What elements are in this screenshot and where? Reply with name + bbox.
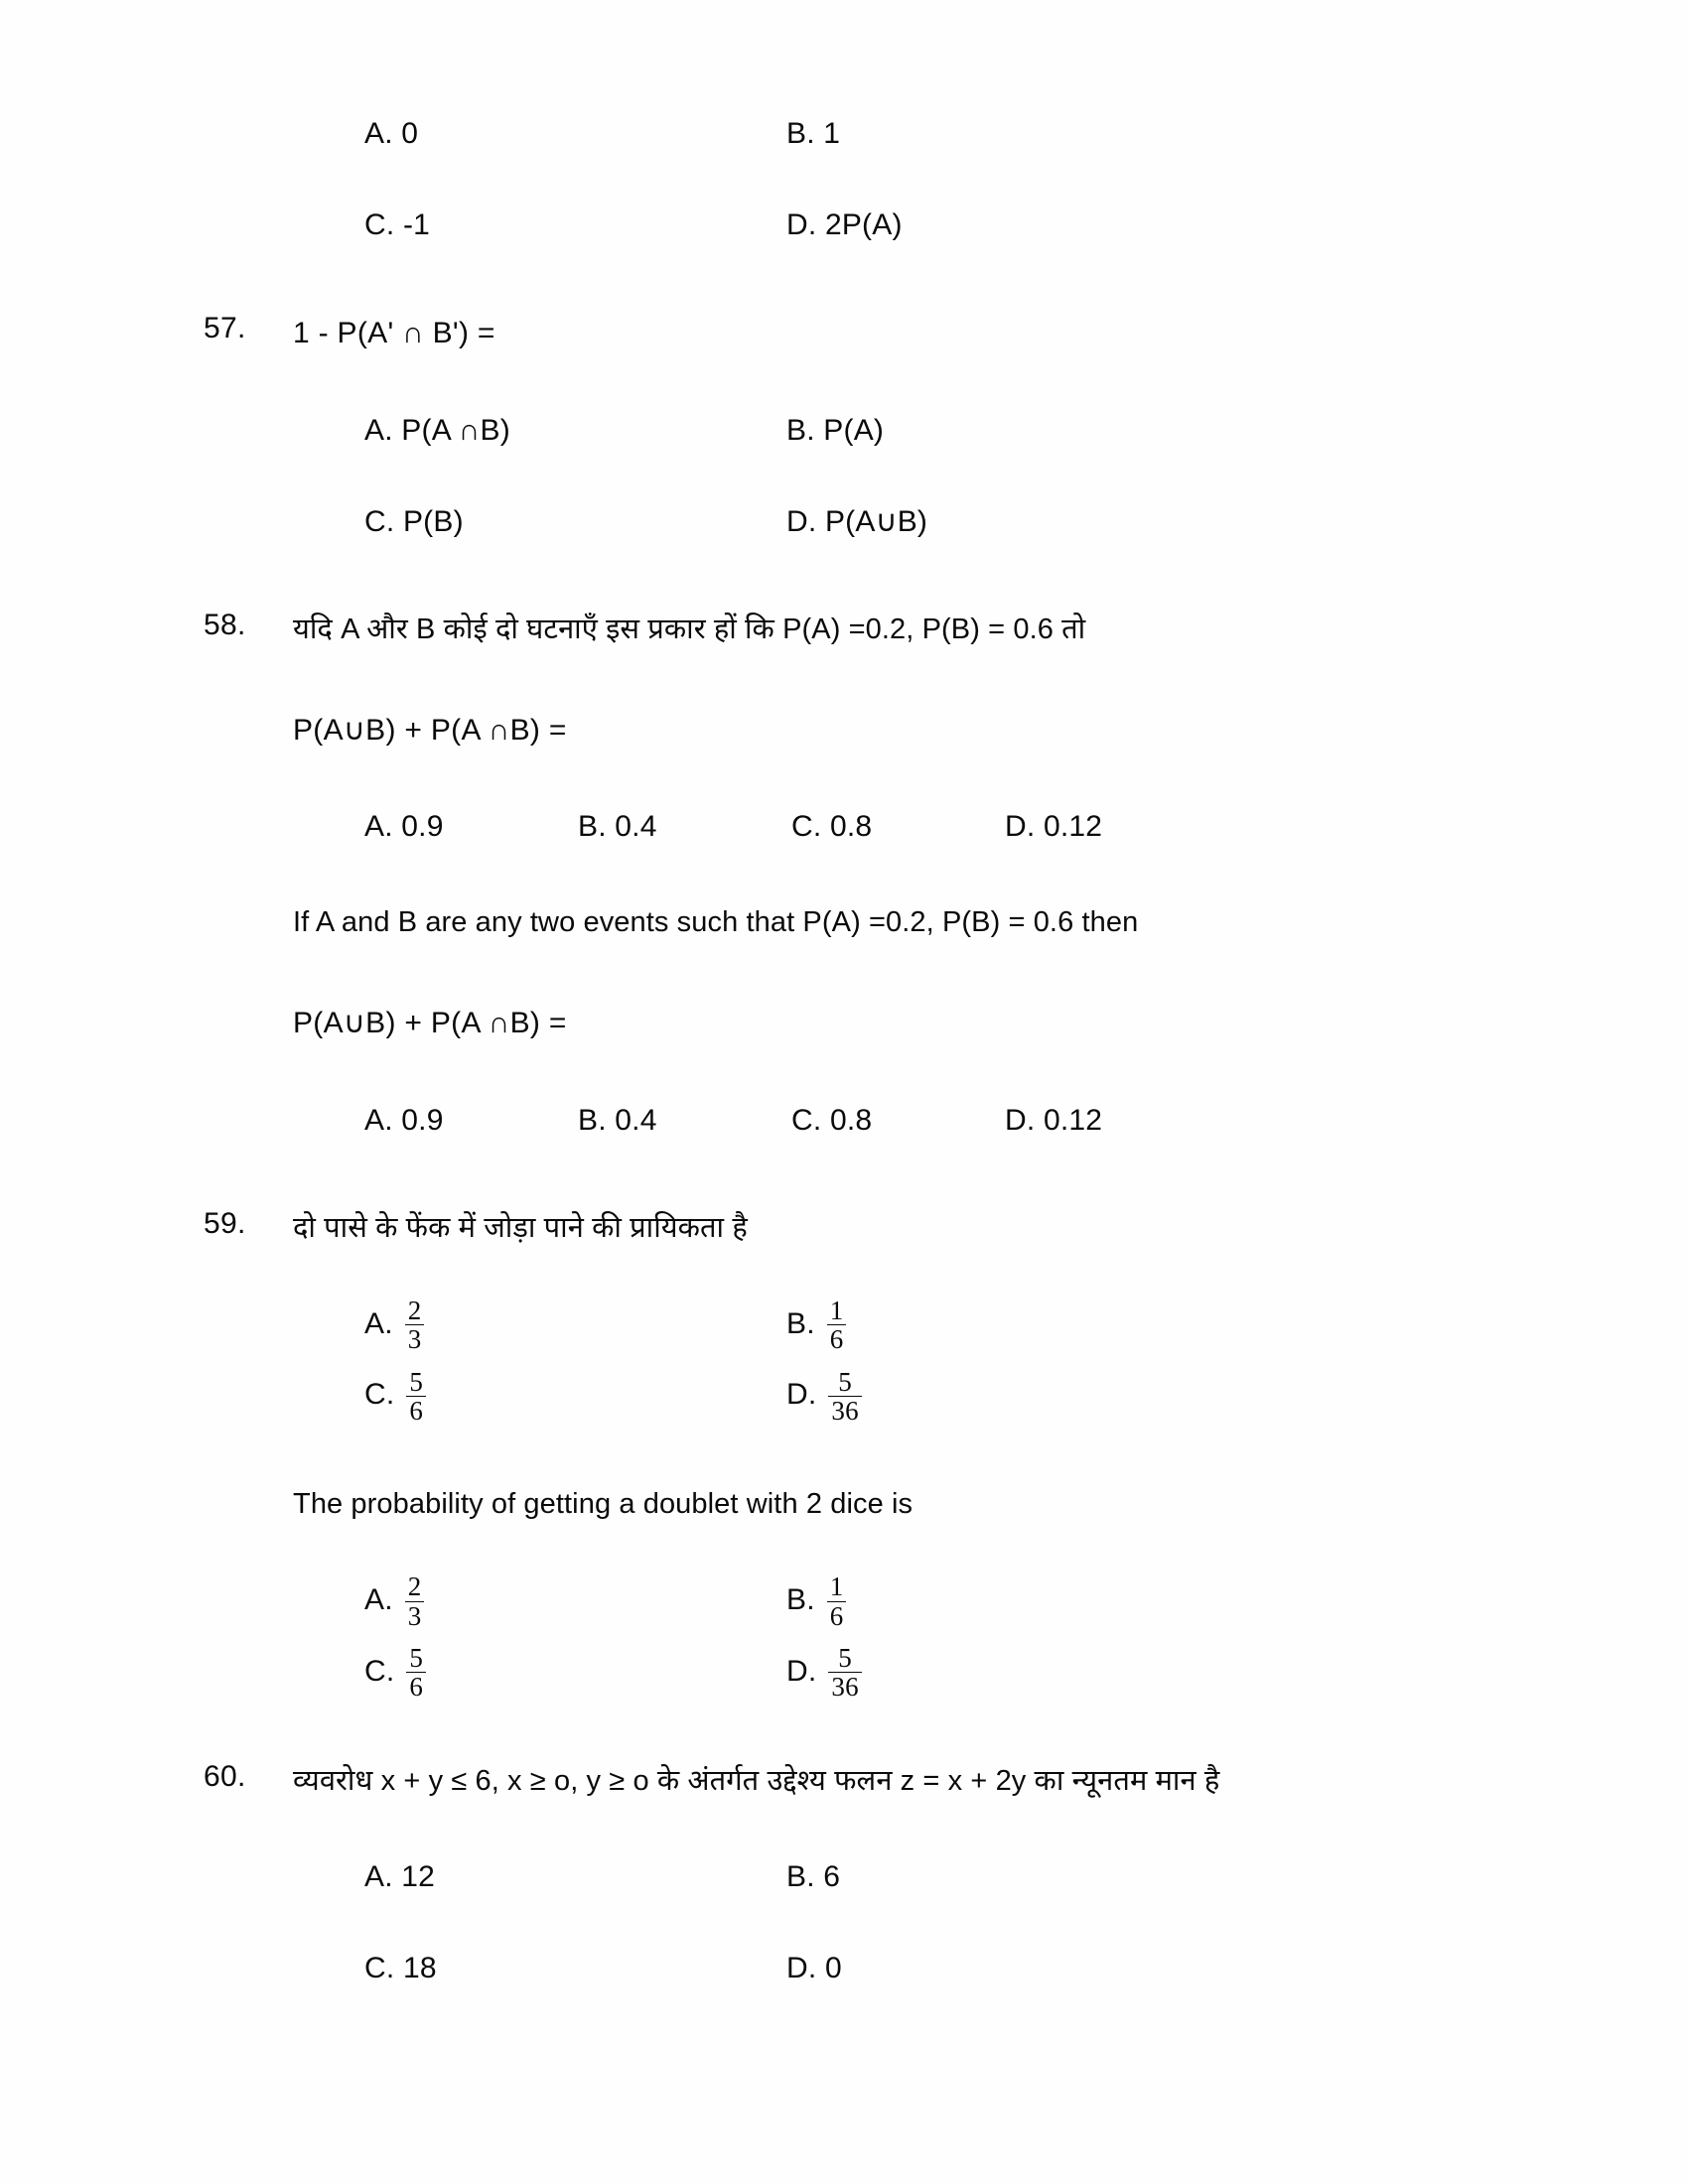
option-c[interactable] — [364, 504, 786, 538]
option-d-value: P(A∪B) — [824, 504, 928, 538]
spacer — [204, 1701, 1484, 1762]
option-d[interactable] — [1005, 812, 1102, 842]
spacer — [204, 1248, 1484, 1296]
question-58-stem-english-line1-row — [204, 903, 1484, 942]
option-c-label: C. — [364, 1951, 395, 1984]
question-60-stem-hindi: व्यवरोध x + y ≤ 6, x ≥ o, y ≥ o के अंतर्गत उद्देश्य फलन z = x + 2y का न्यूनतम मान है — [293, 1764, 1220, 1797]
spacer — [204, 1424, 1484, 1485]
option-b-label: B. — [578, 1103, 607, 1137]
option-b[interactable] — [786, 1296, 846, 1353]
option-c-value: -1 — [402, 208, 431, 241]
option-c[interactable] — [364, 1367, 786, 1425]
option-c-value: 18 — [402, 1951, 437, 1984]
option-b[interactable] — [786, 1571, 846, 1629]
option-row — [364, 210, 1484, 240]
option-a-label: A. — [364, 810, 393, 844]
option-b-label: B. — [786, 1583, 815, 1617]
option-d-label: D. — [786, 504, 817, 538]
option-c-value: 0.8 — [829, 1103, 873, 1137]
spacer — [204, 751, 1484, 812]
option-a[interactable] — [364, 1859, 786, 1893]
denominator: 3 — [405, 1324, 425, 1353]
option-d[interactable] — [786, 210, 903, 240]
spacer — [204, 1892, 1484, 1954]
option-d-label: D. — [1005, 1103, 1036, 1137]
question-59-number: 59. — [204, 1206, 246, 1240]
option-row — [364, 812, 1484, 842]
option-d-value: 0.12 — [1043, 1103, 1103, 1137]
option-a-label: A. — [364, 1583, 393, 1617]
option-a-label: A. — [364, 1103, 393, 1137]
option-a-value: 0.9 — [401, 1103, 444, 1137]
option-row — [364, 1643, 1484, 1701]
option-d[interactable] — [786, 1643, 862, 1701]
option-d[interactable] — [786, 1367, 862, 1425]
question-59-stem-english-row — [204, 1485, 1484, 1524]
option-c-label: C. — [364, 1378, 395, 1412]
spacer — [204, 149, 1484, 210]
option-a[interactable] — [364, 812, 578, 842]
question-60-options-cd-row — [204, 1951, 1484, 1984]
option-d[interactable] — [786, 504, 928, 538]
numerator: 5 — [409, 1643, 424, 1674]
question-57 — [204, 314, 1484, 354]
denominator: 6 — [827, 1324, 847, 1353]
question-58-stem-english-line2-row — [204, 1004, 1484, 1044]
question-58-stem-hindi-line2: P(A∪B) + P(A ∩B) = — [293, 713, 567, 747]
option-d[interactable] — [1005, 1103, 1103, 1137]
option-d-label: D. — [786, 1378, 817, 1412]
option-a[interactable] — [364, 119, 786, 149]
numerator: 5 — [838, 1366, 852, 1397]
question-59-options-english-ab-row — [204, 1571, 1484, 1643]
question-58 — [204, 608, 1484, 649]
option-a-label: A. — [364, 1306, 393, 1340]
spacer — [204, 240, 1484, 314]
spacer — [204, 942, 1484, 1004]
option-b[interactable] — [578, 812, 791, 842]
option-a[interactable] — [364, 413, 786, 447]
option-row — [364, 504, 1484, 538]
option-a-value: P(A ∩B) — [401, 413, 510, 447]
question-60-number: 60. — [204, 1759, 246, 1793]
option-b-value: 0.4 — [615, 1103, 657, 1137]
question-59-options-english-cd-row — [204, 1643, 1484, 1701]
numerator: 1 — [829, 1295, 844, 1325]
page-content — [204, 119, 1484, 1983]
option-a-value: 0 — [401, 117, 419, 150]
question-59-options-hindi-ab-row — [204, 1296, 1484, 1367]
denominator: 36 — [828, 1396, 861, 1425]
option-c-value: 0.8 — [829, 810, 873, 844]
question-57-options-cd-row — [204, 504, 1484, 538]
option-c-label: C. — [364, 1654, 395, 1688]
question-58-stem-english-line2: P(A∪B) + P(A ∩B) = — [293, 1007, 567, 1040]
option-b-label: B. — [578, 810, 607, 844]
option-b-fraction — [827, 1297, 847, 1354]
numerator: 5 — [409, 1366, 424, 1397]
option-c-label: C. — [364, 208, 395, 241]
numerator: 5 — [838, 1643, 852, 1674]
option-d-label: D. — [786, 1951, 817, 1984]
question-59-stem-hindi: दो पासे के फेंक में जोड़ा पाने की प्रायिकता है — [293, 1211, 748, 1244]
spacer — [204, 1044, 1484, 1106]
option-c-label: C. — [791, 810, 822, 844]
numerator: 2 — [407, 1295, 422, 1325]
option-d-fraction — [828, 1368, 861, 1426]
option-c[interactable] — [791, 812, 1005, 842]
option-c-label: C. — [364, 504, 395, 538]
question-59-options-hindi-cd-row — [204, 1367, 1484, 1425]
option-b-value: 0.4 — [615, 810, 657, 844]
option-a-value: 12 — [401, 1859, 436, 1893]
option-a[interactable] — [364, 1296, 786, 1353]
option-d-value: 2P(A) — [824, 208, 903, 241]
option-d-value: 0 — [824, 1951, 842, 1984]
question-56-options-ab-row — [204, 119, 1484, 149]
denominator: 6 — [406, 1396, 426, 1425]
question-59-stem-english: The probability of getting a doublet with 2 dice is — [293, 1488, 914, 1521]
question-58-stem-hindi-line2-row — [204, 711, 1484, 751]
option-b-value: 1 — [823, 117, 841, 150]
option-row — [364, 1296, 1484, 1353]
question-58-stem-hindi-line1: यदि A और B कोई दो घटनाएँ इस प्रकार हों कि P(A) =0.2, P(B) = 0.6 तो — [293, 613, 1086, 645]
option-d-fraction — [828, 1644, 861, 1702]
option-c[interactable] — [364, 1951, 786, 1984]
option-d-label: D. — [786, 208, 817, 241]
option-b-label: B. — [786, 117, 815, 150]
option-b-value: 6 — [823, 1859, 841, 1893]
option-d-value: 0.12 — [1043, 810, 1103, 844]
option-c-label: C. — [791, 1103, 822, 1137]
spacer — [204, 842, 1484, 903]
spacer — [204, 1136, 1484, 1209]
option-row — [364, 1571, 1484, 1629]
option-b-fraction — [827, 1572, 847, 1630]
option-row — [364, 1367, 1484, 1425]
option-b[interactable] — [578, 1103, 791, 1137]
spacer — [204, 446, 1484, 507]
spacer — [204, 649, 1484, 711]
spacer — [204, 537, 1484, 611]
denominator: 6 — [827, 1601, 847, 1630]
question-59 — [204, 1206, 1484, 1248]
numerator: 1 — [829, 1571, 844, 1602]
option-b[interactable] — [786, 119, 840, 149]
question-60-options-ab-row — [204, 1859, 1484, 1893]
denominator: 6 — [406, 1672, 426, 1701]
option-row — [364, 1103, 1484, 1137]
option-c-fraction — [406, 1644, 426, 1702]
option-a-label: A. — [364, 1859, 393, 1893]
denominator: 3 — [405, 1601, 425, 1630]
option-row — [364, 1951, 1484, 1984]
option-c[interactable] — [364, 1643, 786, 1701]
option-a[interactable] — [364, 1571, 786, 1629]
option-b-value: P(A) — [823, 413, 885, 447]
spacer — [204, 354, 1484, 416]
option-row — [364, 1859, 1484, 1893]
option-a[interactable] — [364, 1103, 578, 1137]
question-58-number: 58. — [204, 608, 246, 641]
option-d[interactable] — [786, 1951, 842, 1984]
option-a-label: A. — [364, 117, 393, 150]
option-a-value: 0.9 — [401, 810, 444, 844]
option-b-label: B. — [786, 1859, 815, 1893]
spacer — [204, 1524, 1484, 1571]
option-a-label: A. — [364, 413, 393, 447]
option-b[interactable] — [786, 1859, 841, 1893]
question-58-options-english-row — [204, 1103, 1484, 1137]
option-row — [364, 119, 1484, 149]
question-57-number: 57. — [204, 312, 246, 344]
option-b[interactable] — [786, 413, 885, 447]
option-c-fraction — [406, 1368, 426, 1426]
option-a-fraction — [405, 1297, 425, 1354]
option-c-value: P(B) — [402, 504, 464, 538]
question-57-options-ab-row — [204, 413, 1484, 447]
option-b-label: B. — [786, 1306, 815, 1340]
option-b-label: B. — [786, 413, 815, 447]
question-60 — [204, 1759, 1484, 1801]
question-56-options-cd-row — [204, 210, 1484, 240]
option-c[interactable] — [364, 210, 786, 240]
question-58-stem-english-line1: If A and B are any two events such that P(A) =0.2, P(B) = 0.6 then — [293, 906, 1139, 939]
denominator: 36 — [828, 1672, 861, 1701]
option-a-fraction — [405, 1572, 425, 1630]
option-d-label: D. — [1005, 810, 1036, 844]
spacer — [204, 1801, 1484, 1862]
option-d-label: D. — [786, 1654, 817, 1688]
numerator: 2 — [407, 1571, 422, 1602]
option-c[interactable] — [791, 1103, 1005, 1137]
question-58-options-hindi-row — [204, 812, 1484, 842]
option-row — [364, 413, 1484, 447]
question-57-stem: 1 - P(A' ∩ B') = — [293, 317, 495, 349]
